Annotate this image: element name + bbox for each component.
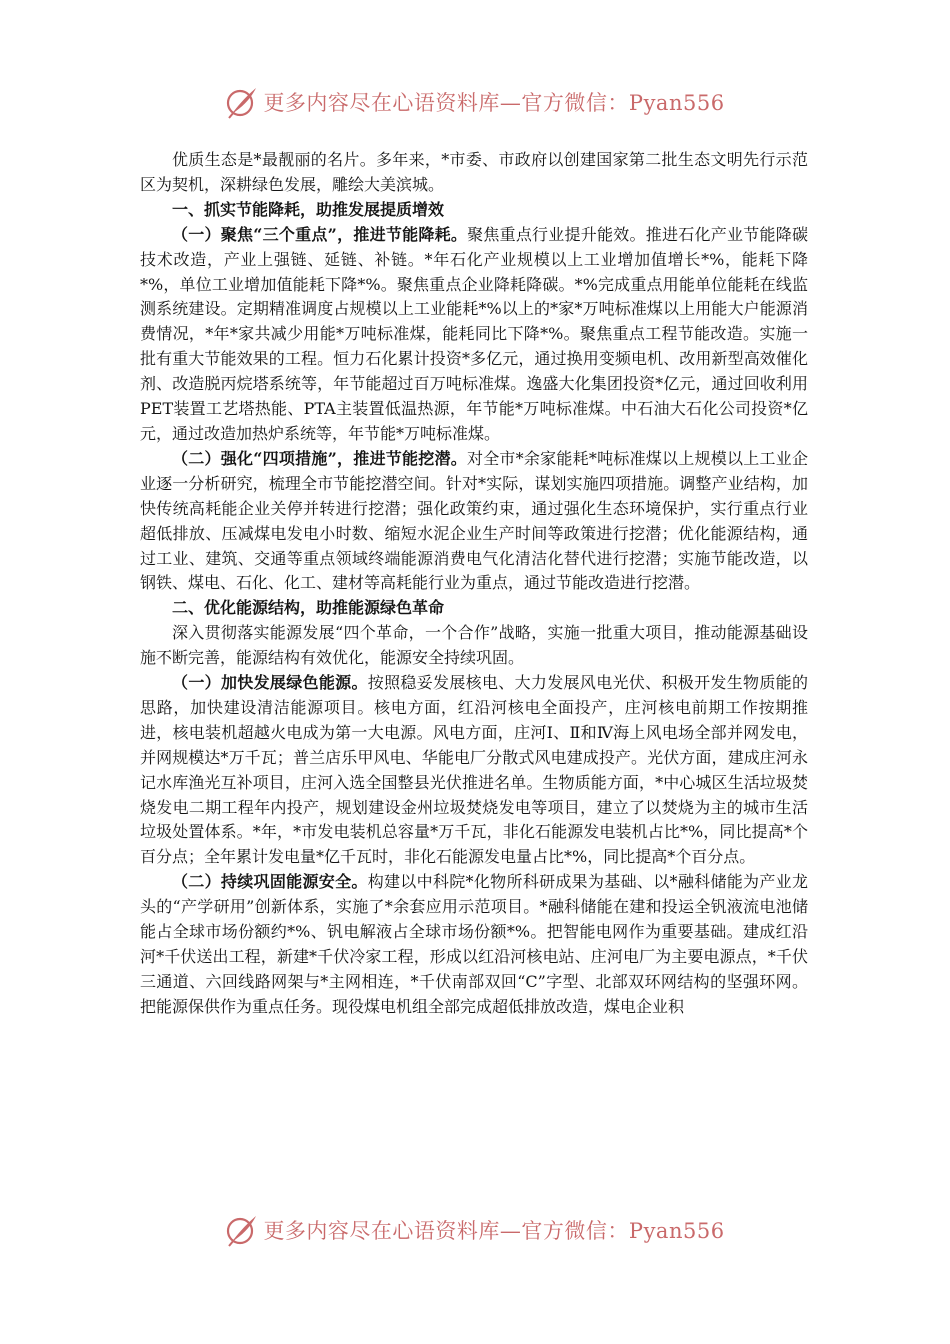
paragraph-lead: （一）聚焦“三个重点”，推进节能降耗。 [172,224,468,244]
paragraph [140,223,808,447]
banner-text: 更多内容尽在心语资料库—官方微信：Pyan556 [263,1219,725,1243]
section-heading-1: 一、抓实节能降耗，助推发展提质增效 [172,199,445,219]
paragraph-lead: （二）强化“四项措施”，推进节能挖潜。 [172,448,467,468]
header-banner [0,80,950,124]
paragraph-lead: （二）持续巩固能源安全。 [172,872,368,892]
paragraph [140,447,808,596]
paragraph-body: 构建以中科院*化物所科研成果为基础、以*融科储能为产业龙头的“产学研用”创新体系，实施了*余套应用示范项目。*融科储能在建和投运全钒液流电池储能占全球市场份额约*%、钒电解液占全球市场份额*%。把智能电网作为重要基础。建成红沿河*千伏送出工程，新建*千伏冷家工程，形成以红沿河核电站、庄河电厂为主要电源点，*千伏三通道、六回线路网架与*主网相连，*千伏南部双回“C”字型、北部双环网结构的坚强环网。把能源保供作为重点任务。现役煤电机组全部完成超低排放改造，煤电企业积 [140,872,808,1016]
feather-pen-logo-icon [225,1213,259,1247]
document-body [140,148,808,1192]
feather-pen-logo-icon [225,85,259,119]
paragraph [140,671,808,870]
paragraph-body: 聚焦重点行业提升能效。推进石化产业节能降碳技术改造，产业上强链、延链、补链。*年石化产业规模以上工业增加值增长*%，能耗下降*%，单位工业增加值能耗下降*%。聚焦重点企业降耗降碳。*%完成重点用能单位能耗在线监测系统建设。定期精准调度占规模以上工业能耗*%以上的*家*万吨标准煤以上用能大户能源消费情况，*年*家共减少用能*万吨标准煤，能耗同比下降*%。聚焦重点工程节能改造。实施一批有重大节能效果的工程。恒力石化累计投资*多亿元，通过换用变频电机、改用新型高效催化剂、改造脱丙烷塔系统等，年节能超过百万吨标准煤。逸盛大化集团投资*亿元，通过回收利用PET装置工艺塔热能、PTA主装置低温热源，年节能*万吨标准煤。中石油大石化公司投资*亿元，通过改造加热炉系统等，年节能*万吨标准煤。 [140,224,808,443]
intro-paragraph: 优质生态是*最靓丽的名片。多年来，*市委、市政府以创建国家第二批生态文明先行示范区为契机，深耕绿色发展，雕绘大美滨城。 [140,150,808,194]
paragraph-body: 按照稳妥发展核电、大力发展风电光伏、积极开发生物质能的思路，加快建设清洁能源项目。核电方面，红沿河核电全面投产，庄河核电前期工作按期推进，核电装机超越火电成为第一大电源。风电方面，庄河Ⅰ、Ⅱ和Ⅳ海上风电场全部并网发电，并网规模达*万千瓦；普兰店乐甲风电、华能电厂分散式风电建成投产。光伏方面，建成庄河永记水库渔光互补项目，庄河入选全国整县光伏推进名单。生物质能方面，*中心城区生活垃圾焚烧发电二期工程年内投产，规划建设金州垃圾焚烧发电等项目，建立了以焚烧为主的城市生活垃圾处置体系。*年，*市发电装机总容量*万千瓦，非化石能源发电装机占比*%，同比提高*个百分点；全年累计发电量*亿千瓦时，非化石能源发电量占比*%，同比提高*个百分点。 [140,673,808,867]
paragraph-body: 对全市*余家能耗*吨标准煤以上规模以上工业企业逐一分析研究，梳理全市节能挖潜空间。针对*实际，谋划实施四项措施。调整产业结构，加快传统高耗能企业关停并转进行挖潜；强化政策约束，通过强化生态环境保护，实行重点行业超低排放、压减煤电发电小时数、缩短水泥企业生产时间等政策进行挖潜；优化能源结构，通过工业、建筑、交通等重点领域终端能源消费电气化清洁化替代进行挖潜；实施节能改造，以钢铁、煤电、石化、化工、建材等高耗能行业为重点，通过节能改造进行挖潜。 [140,448,808,593]
footer-banner [0,1208,950,1252]
banner-text: 更多内容尽在心语资料库—官方微信：Pyan556 [263,91,725,115]
section-intro-paragraph: 深入贯彻落实能源发展“四个革命，一个合作”战略，实施一批重大项目，推动能源基础设施不断完善，能源结构有效优化，能源安全持续巩固。 [140,623,808,668]
paragraph [140,870,808,1019]
section-heading-2: 二、优化能源结构，助推能源绿色革命 [172,598,445,618]
paragraph-lead: （一）加快发展绿色能源。 [172,673,368,693]
